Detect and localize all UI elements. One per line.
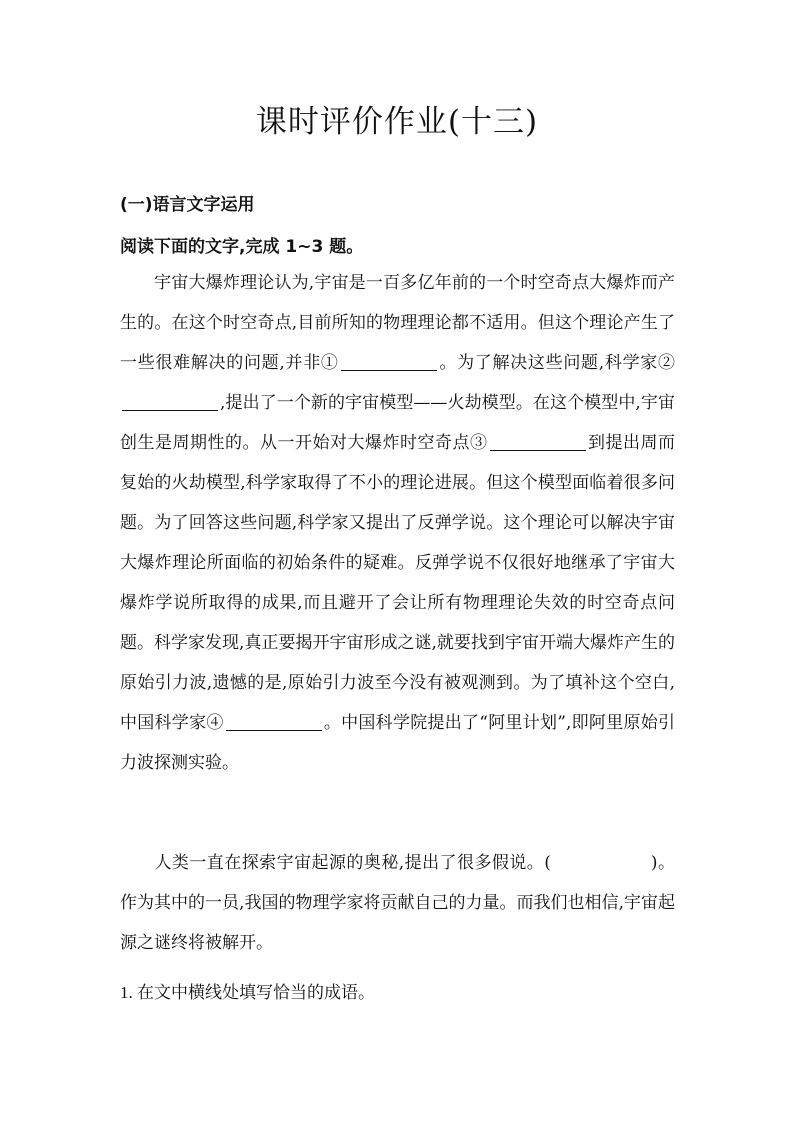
fill-blank-2[interactable]: [122, 392, 218, 411]
page-title: 课时评价作业(十三): [255, 104, 539, 140]
question-1: 1. 在文中横线处填写恰当的成语。: [120, 983, 375, 1002]
fill-blank-4[interactable]: [226, 712, 322, 731]
section-heading: (一)语言文字运用: [120, 195, 255, 215]
fill-blank-1[interactable]: [341, 352, 437, 371]
reading-instruction: 阅读下面的文字,完成 1~3 题。: [120, 237, 364, 257]
passage1-segment-5: 。中国科学院提出了“阿里计划”,即阿里原始引力波探测实验。: [120, 713, 675, 773]
passage1-segment-1: 宇宙大爆炸理论认为,宇宙是一百多亿年前的一个时空奇点大爆炸而产生的。在这个时空奇点,目前所知的物理理论都不适用。但这个理论产生了一些很难解决的问题,并非①: [120, 273, 675, 373]
passage1-segment-2: 。为了解决这些问题,科学家②: [438, 353, 676, 373]
passage2-segment-2: )。作为其中的一员,我国的物理学家将贡献自己的力量。而我们也相信,宇宙起源之谜终将被解开。: [120, 853, 675, 953]
passage1-segment-4: 到提出周而复始的火劫模型,科学家取得了不小的理论进展。但这个模型面临着很多问题。为了回答这些问题,科学家又提出了反弹学说。这个理论可以解决宇宙大爆炸理论所面临的初始条件的疑难。反弹学说不仅很好地继承了宇宙大爆炸学说所取得的成果,而且避开了会让所有物理理论失效的时空奇点问题。科学家发现,真正要揭开宇宙形成之谜,就要找到宇宙开端大爆炸产生的原始引力波,遗憾的是,原始引力波至今没有被观测到。为了填补这个空白,中国科学家④: [120, 433, 675, 733]
passage2-segment-1: 人类一直在探索宇宙起源的奥秘,提出了很多假说。(: [154, 853, 551, 873]
fill-blank-3[interactable]: [490, 432, 586, 451]
passage-paragraph-2: [120, 843, 675, 963]
passage-paragraph-1: [120, 263, 675, 783]
passage1-segment-3: ,提出了一个新的宇宙模型——火劫模型。在这个模型中,宇宙创生是周期性的。从一开始对大爆炸时空奇点③: [120, 393, 675, 453]
